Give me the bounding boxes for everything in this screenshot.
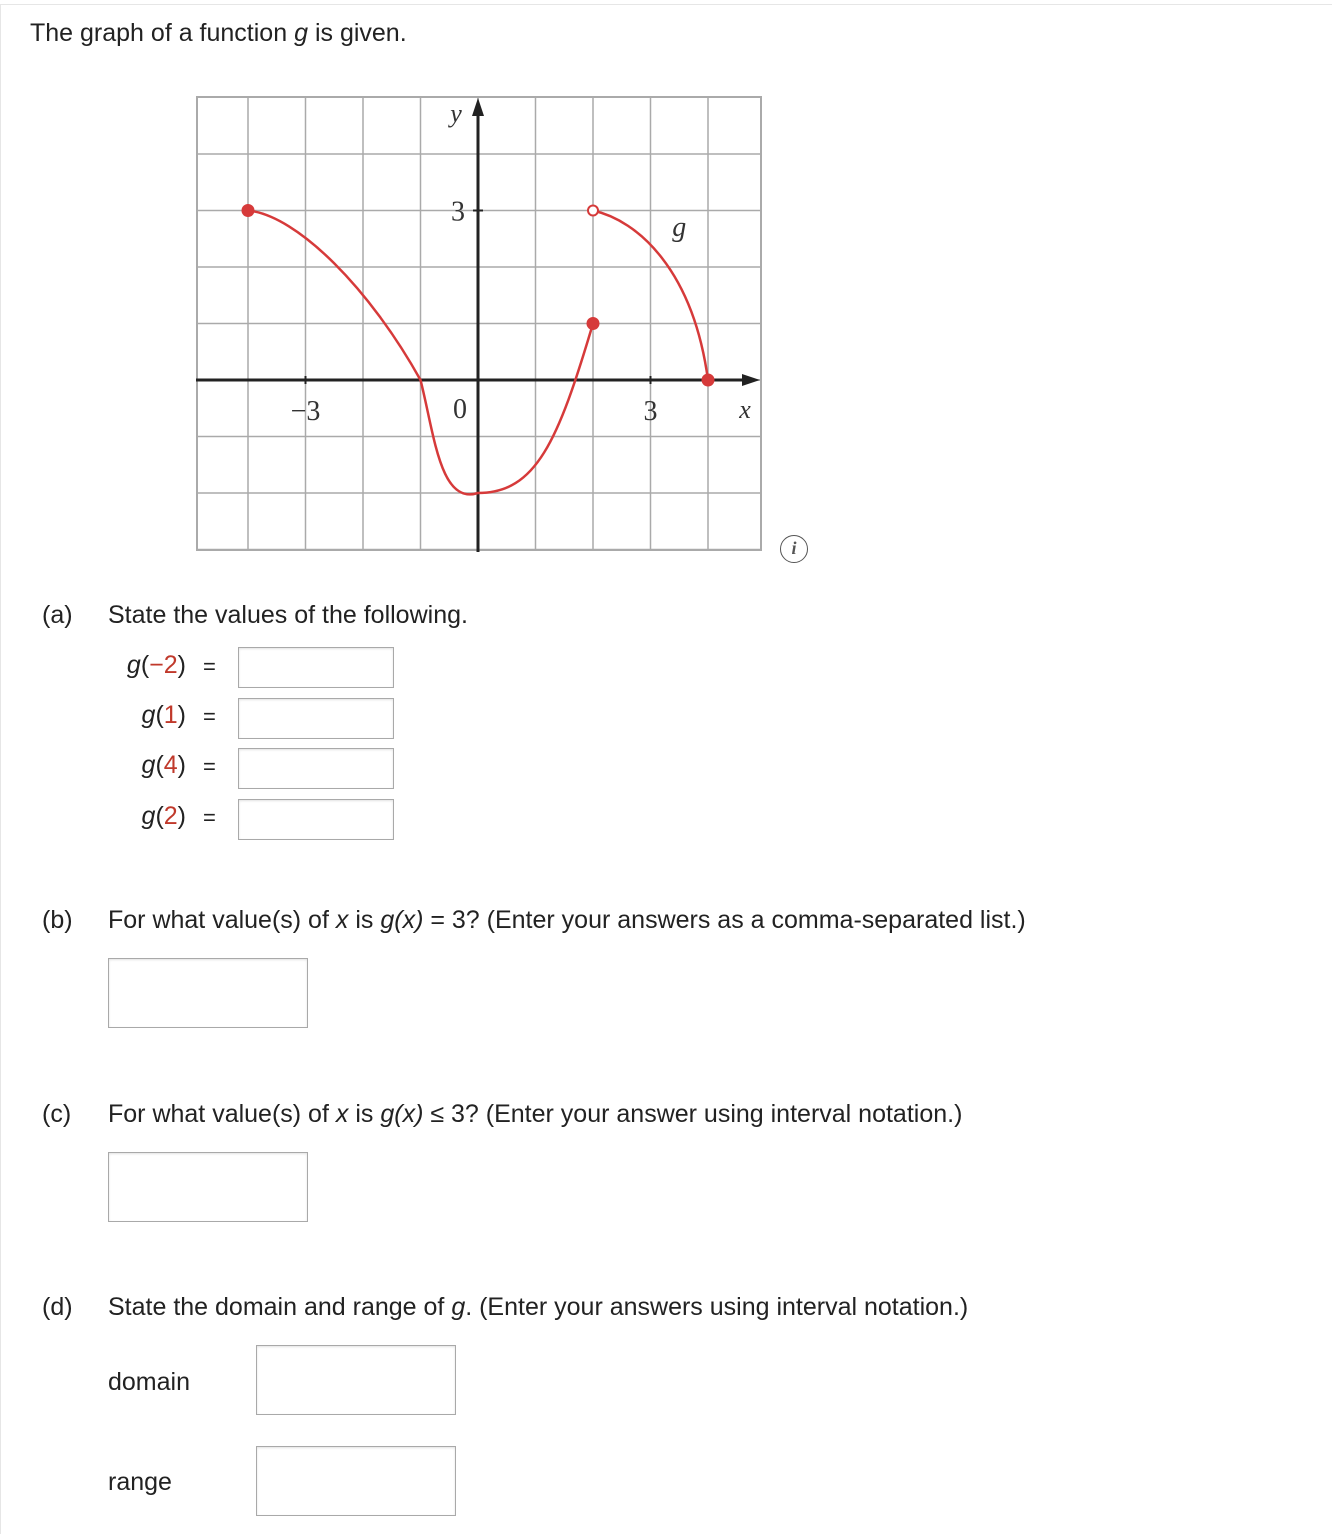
answer-input-a2[interactable] <box>238 698 394 739</box>
part-b-var: x <box>335 906 349 934</box>
part-d-label: (d) <box>42 1293 73 1321</box>
axes <box>196 98 760 552</box>
part-a-close-paren: ) <box>177 701 186 729</box>
part-a-expr <box>127 650 186 680</box>
part-c-prompt-3: ≤ 3? (Enter your answer using interval notation.) <box>430 1100 963 1128</box>
intro-after: is given. <box>314 19 407 47</box>
x-tick-label-neg3: −3 <box>290 396 321 427</box>
part-a-fn: g <box>141 701 156 729</box>
domain-label: domain <box>108 1368 190 1396</box>
part-c-prompt-1: For what value(s) of <box>108 1100 329 1128</box>
x-tick-label-3: 3 <box>643 396 658 427</box>
part-b-prompt-2: is <box>355 906 374 934</box>
part-a-arg: −2 <box>149 651 178 679</box>
part-b-fn-expr: g(x) <box>380 906 424 934</box>
answer-input-b[interactable] <box>108 958 308 1028</box>
part-d-prompt-2: . (Enter your answers using interval notation.) <box>465 1293 969 1321</box>
part-c-prompt-2: is <box>355 1100 374 1128</box>
part-d-prompt <box>108 1292 968 1322</box>
equals-sign: = <box>203 805 216 830</box>
part-a-expr <box>142 750 186 780</box>
part-a-open-paren: ( <box>140 651 150 679</box>
answer-input-c[interactable] <box>108 1152 308 1222</box>
part-a-fn: g <box>141 802 156 830</box>
closed-point <box>702 374 715 387</box>
info-icon[interactable]: i <box>780 535 808 563</box>
part-a-open-paren: ( <box>155 701 164 729</box>
part-a-open-paren: ( <box>155 751 164 779</box>
part-c-label: (c) <box>42 1100 72 1128</box>
part-a-arg: 1 <box>163 701 178 729</box>
intro-fn-name: g <box>294 19 308 47</box>
part-a-label: (a) <box>42 601 73 629</box>
domain-input[interactable] <box>256 1345 456 1415</box>
part-a-close-paren: ) <box>177 651 186 679</box>
frame-top-border <box>0 4 1332 5</box>
answer-input-a3[interactable] <box>238 748 394 789</box>
y-tick-label-3: 3 <box>451 196 465 228</box>
part-a-expr <box>142 700 186 730</box>
equals-sign: = <box>203 654 216 679</box>
origin-label: 0 <box>453 394 467 425</box>
intro-before: The graph of a function <box>30 19 288 47</box>
part-c-fn-expr: g(x) <box>380 1100 424 1128</box>
function-graph <box>196 96 762 552</box>
equals-sign: = <box>203 754 216 779</box>
part-a-prompt: State the values of the following. <box>108 601 468 629</box>
part-a-close-paren: ) <box>177 802 186 830</box>
equals-sign: = <box>203 704 216 729</box>
part-b-prompt-1: For what value(s) of <box>108 906 329 934</box>
part-a-arg: 4 <box>163 751 178 779</box>
range-input[interactable] <box>256 1446 456 1516</box>
part-a-expr <box>142 801 186 831</box>
closed-point <box>242 204 255 217</box>
intro-text <box>30 18 407 48</box>
answer-input-a4[interactable] <box>238 799 394 840</box>
x-axis-arrow <box>742 374 760 386</box>
part-a-fn: g <box>141 751 156 779</box>
part-b-prompt-3: = 3? (Enter your answers as a comma-separated list.) <box>430 906 1026 934</box>
graph-svg <box>196 96 762 552</box>
curve-label-g: g <box>672 211 687 243</box>
part-a-arg: 2 <box>163 802 178 830</box>
frame-left-border <box>0 4 1 1534</box>
y-axis-label: y <box>450 99 462 128</box>
y-axis-arrow <box>472 98 484 116</box>
part-c-prompt <box>108 1099 962 1129</box>
range-label: range <box>108 1468 172 1496</box>
part-a-close-paren: ) <box>177 751 186 779</box>
part-c-var: x <box>335 1100 349 1128</box>
part-b-label: (b) <box>42 906 73 934</box>
graph-labels <box>291 99 752 427</box>
part-a-fn: g <box>126 651 141 679</box>
part-b-prompt <box>108 905 1026 935</box>
closed-point <box>587 317 600 330</box>
answer-input-a1[interactable] <box>238 647 394 688</box>
part-d-prompt-1: State the domain and range of <box>108 1293 445 1321</box>
part-a-open-paren: ( <box>155 802 164 830</box>
x-axis-label: x <box>739 395 751 424</box>
part-d-fn-name: g <box>451 1293 466 1321</box>
open-point <box>588 206 598 216</box>
